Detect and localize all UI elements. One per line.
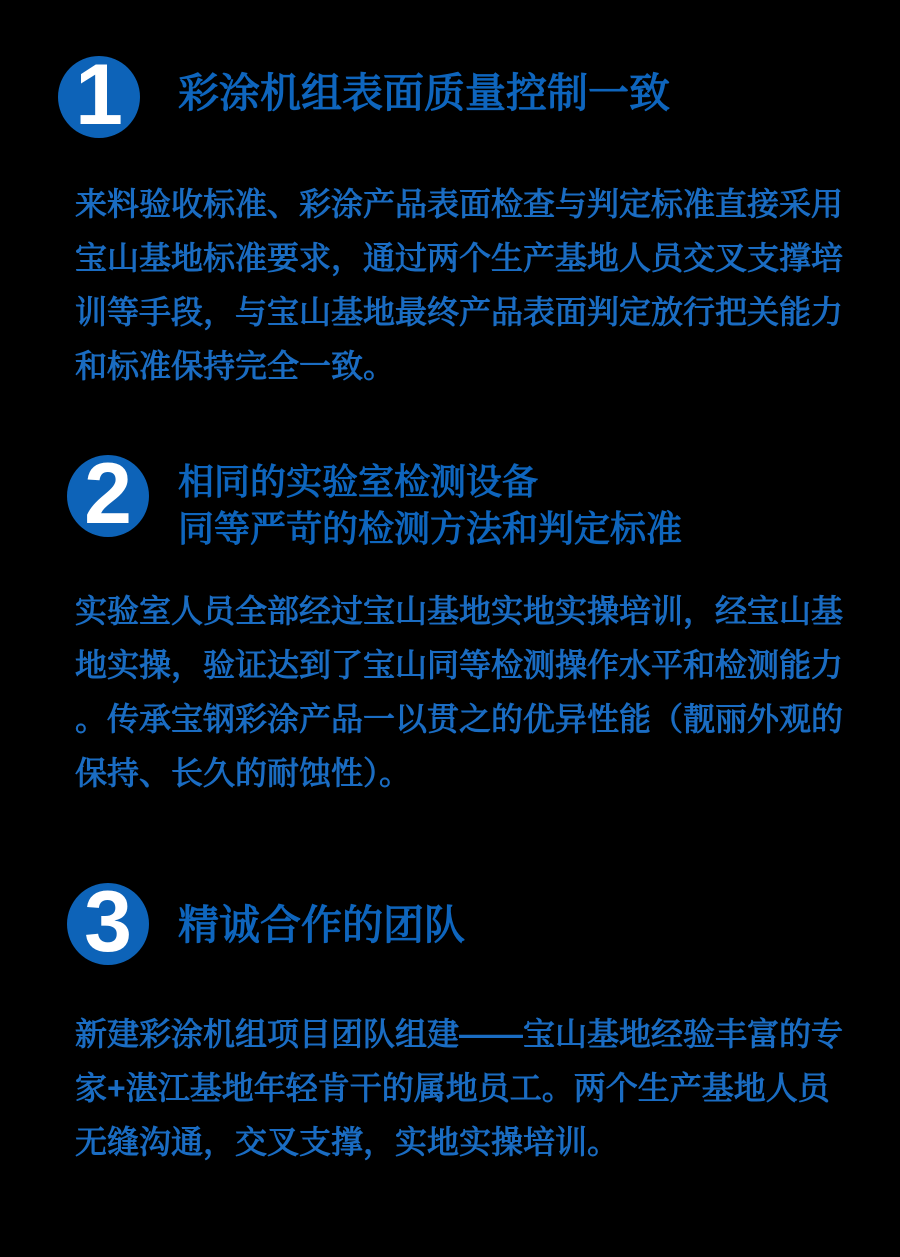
paragraph-line: 训等手段，与宝山基地最终产品表面判定放行把关能力 — [75, 294, 844, 330]
step-1-paragraph — [75, 177, 843, 393]
paragraph-line: 来料验收标准、彩涂产品表面检查与判定标准直接采用 — [75, 186, 844, 222]
paragraph-line: 。传承宝钢彩涂产品一以贯之的优异性能（靓丽外观的 — [75, 701, 844, 737]
step-2-heading — [178, 458, 682, 552]
step-2-paragraph — [75, 584, 843, 800]
step-1-badge — [58, 56, 140, 138]
paragraph-line: 和标准保持完全一致。 — [75, 348, 396, 384]
step-2-badge — [67, 455, 149, 537]
heading-line: 相同的实验室检测设备 — [178, 461, 539, 502]
paragraph-line: 无缝沟通，交叉支撑，实地实操培训。 — [75, 1124, 620, 1160]
paragraph-line: 新建彩涂机组项目团队组建——宝山基地经验丰富的专 — [75, 1016, 844, 1052]
heading-line: 同等严苛的检测方法和判定标准 — [178, 508, 683, 549]
step-2-number: 2 — [84, 455, 132, 537]
paragraph-line: 实验室人员全部经过宝山基地实地实操培训，经宝山基 — [75, 593, 844, 629]
step-3-heading: 精诚合作的团队 — [178, 902, 465, 948]
paragraph-line: 地实操，验证达到了宝山同等检测操作水平和检测能力 — [75, 647, 844, 683]
paragraph-line: 保持、长久的耐蚀性）。 — [75, 755, 412, 791]
step-3-badge — [67, 883, 149, 965]
paragraph-line: 宝山基地标准要求，通过两个生产基地人员交叉支撑培 — [75, 240, 844, 276]
step-1-heading: 彩涂机组表面质量控制一致 — [178, 70, 670, 116]
step-1-number: 1 — [75, 56, 123, 138]
step-3-number: 3 — [84, 883, 132, 965]
step-3-paragraph — [75, 1007, 843, 1169]
paragraph-line: 家+湛江基地年轻肯干的属地员工。两个生产基地人员 — [75, 1070, 830, 1106]
